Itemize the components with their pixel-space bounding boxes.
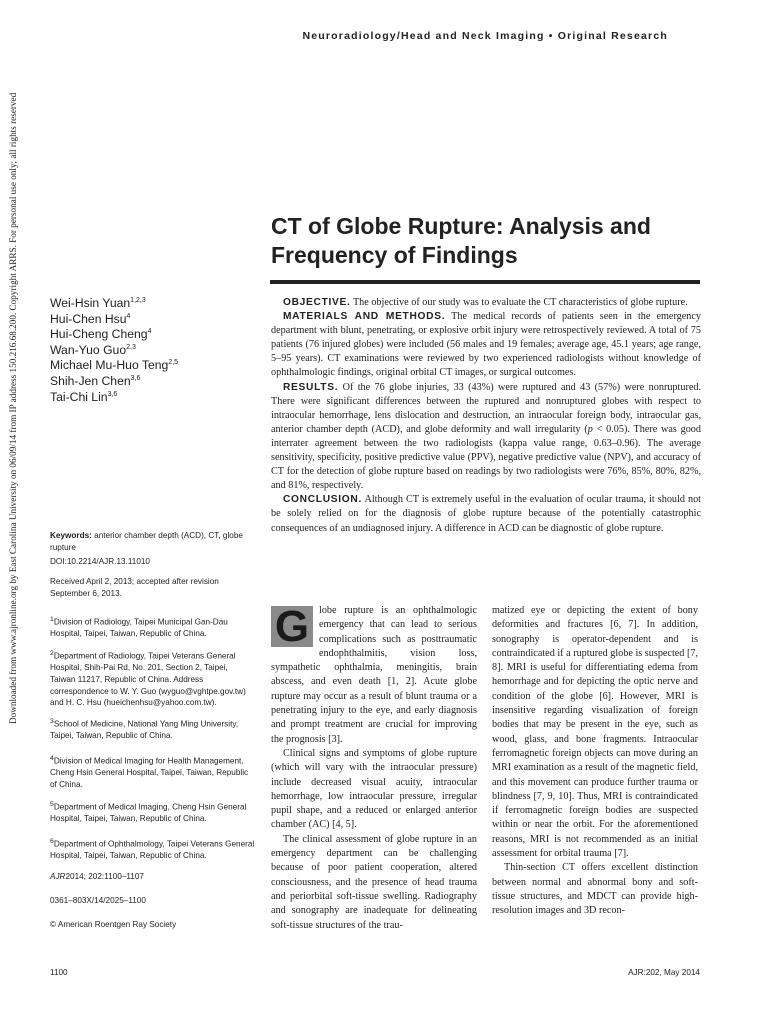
abstract-objective: OBJECTIVE. The objective of our study was to evaluate the CT characteristics of globe rupture. [283,297,688,308]
abstract [271,296,701,536]
author: Shih-Jen Chen$^{3,6}$ [50,373,141,388]
affiliation: $^2$Department of Radiology, Taipei Veterans General Hospital, Shih-Pai Rd, No. 201, Section 2, Taipei, Taiwan 11217, Republic of China. Address correspondence to W. Y. Guo (wyguo@vghtpe.gov.tw) and H. C. Hsu (hueichenhsu@yahoo.com.tw). [50,650,246,708]
section-header: Neuroradiology/Head and Neck Imaging • Original Research [302,30,668,42]
author-list [50,296,250,405]
body-paragraph: G lobe rupture is an ophthalmologic emergency that can lead to serious complications such as posttraumatic endophthalmitis, vision loss, sympathetic ophthalmia, meningitis, brain abscess, and even death [1, 2]. Acute globe rupture may occur as a result of blunt trauma or a penetrating injury to the eye, and early diagnosis and prompt treatment are crucial for improving the prognosis [3]. [271,602,477,745]
article-title: CT of Globe Rupture: Analysis and Frequency of Findings [271,213,651,268]
body-column-2 [492,604,698,919]
received-dates: Received April 2, 2013; accepted after revision September 6, 2013. [50,577,219,598]
affiliation: $^6$Department of Ophthalmology, Taipei Veterans General Hospital, Taipei, Taiwan, Republic of China. [50,838,255,861]
abstract-results: RESULTS. Of the 76 globe injuries, 33 (43%) were ruptured and 43 (57%) were nonruptured. There were significant differences between the ruptured and nonruptured globes with respect to intraocular hemorrhage, lens dislocation and destruction, an intraocular foreign body, intraocular gas, anterior chamber depth (ACD), and globe deformity and wall irregularity (p < 0.05). There was good interrater agreement between the two radiologists (kappa value range, 0.63–0.96). The average sensitivity, specificity, positive predictive value (PPV), negative predictive value (NPV), and accuracy of CT for the detection of globe rupture based on readings by two radiologists were 76%, 85%, 80%, 82%, and 81%, respectively. [271,381,702,492]
author: Hui-Chen Hsu$^4$ [50,311,131,326]
page-number: 1100 [50,968,68,977]
affiliation: $^1$Division of Radiology, Taipei Municipal Gan-Dau Hospital, Taipei, Taiwan, Republic of China. [50,616,228,639]
author: Michael Mu-Huo Teng$^{2,5}$ [50,358,179,373]
body-paragraph: The clinical assessment of globe rupture in an emergency department can be challenging because of poor patient cooperation, altered consciousness, and the presence of head trauma and periorbital soft-tissue swelling. Radiography and sonography are inadequate for delineating soft-tissue structures of the trau- [271,833,477,931]
copyright: © American Roentgen Ray Society [50,920,177,929]
doi: DOI:10.2214/AJR.13.11010 [50,557,150,566]
body-paragraph: matized eye or depicting the extent of bony deformities and fractures [6, 7]. In addition, sonography is operator-dependent and is contraindicated if a ruptured globe is suspected [7, 8]. MRI is useful for differentiating edema from hemorrhage and for depicting the optic nerve and condition of the globe [6]. However, MRI is insensitive regarding visualization of foreign bodies that may be present in the eye, such as wood, glass, and bone fragments. Intraocular ferromagnetic foreign objects can move during an MRI examination as a result of the magnetic field, and this movement can produce further trauma or blindness [7, 9, 10]. Thus, MRI is contraindicated if ferromagnetic foreign bodies are suspected within or near the orbit. For the aforementioned reasons, MRI is not recommended as an initial assessment for orbital trauma [7]. [492,605,698,860]
author: Wan-Yuo Guo$^{2,3}$ [50,342,136,357]
issn: 0361–803X/14/2025–1100 [50,896,146,905]
author: Tai-Chi Lin$^{3,6}$ [50,389,118,404]
author: Wei-Hsin Yuan$^{1,2,3}$ [50,296,146,310]
affiliation: $^5$Department of Medical Imaging, Cheng Hsin General Hospital, Taipei, Taiwan, Republic of China. [50,801,247,824]
author: Hui-Cheng Cheng$^4$ [50,327,152,342]
keywords: Keywords: anterior chamber depth (ACD), CT, globe rupture [50,531,243,552]
citation: AJR2014; 202:1100–1107 [50,872,144,881]
download-notice: Downloaded from www.ajronline.org by East Carolina University on 06/09/14 from IP address 150.216.68.200. Copyright ARRS. For personal use only; all rights reserved [8,92,18,724]
affiliation: $^3$School of Medicine, National Yang Ming University, Taipei, Taiwan, Republic of China. [50,718,239,741]
body-paragraph: Thin-section CT offers excellent distinction between normal and abnormal bony and soft-tissue structures, and MDCT can provide high-resolution images and 3D recon- [492,862,698,917]
drop-cap: G [271,606,313,647]
abstract-conclusion: CONCLUSION. Although CT is extremely useful in the evaluation of ocular trauma, it should not be solely relied on for the diagnosis of globe rupture because of the potentially catastrophic consequences of an undiagnosed injury. A difference in ACD can be diagnostic of globe rupture. [271,494,701,534]
journal-issue: AJR:202, May 2014 [628,968,700,977]
body-paragraph: Clinical signs and symptoms of globe rupture (which will vary with the intraocular pressure) include decreased visual acuity, intraocular hemorrhage, low intraocular pressure, irregular pupil shape, and a reduced or enlarged anterior chamber (AC) [4, 5]. [271,747,477,831]
body-column-1 [271,604,477,933]
title-rule [270,280,700,284]
abstract-methods: MATERIALS AND METHODS. The medical records of patients seen in the emergency department with blunt, penetrating, or explosive orbit injury were retrospectively reviewed. A total of 75 patients (76 injured globes) were included (56 males and 19 females; average age, 45.1 years; age range, 5–95 years). CT examinations were reviewed by two experienced radiologists without knowledge of ophthalmologic findings, original orbital CT images, or surgical outcomes. [271,311,701,379]
affiliation: $^4$Division of Medical Imaging for Health Management, Cheng Hsin General Hospital, Taipei, Taiwan, Republic of China. [50,755,249,789]
